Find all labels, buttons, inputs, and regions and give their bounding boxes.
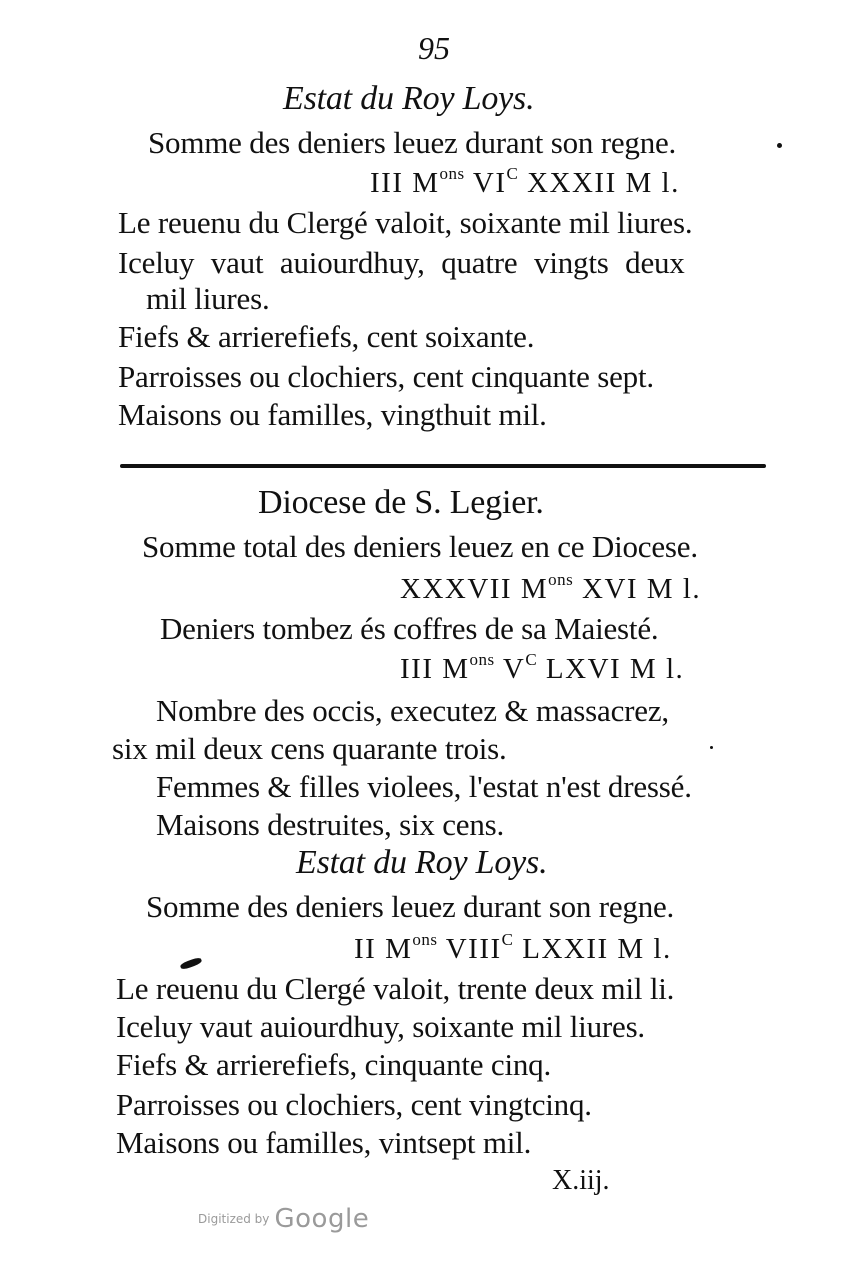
section2-line-sum: Somme total des deniers leuez en ce Diocese.: [142, 529, 698, 564]
section2-heading: Diocese de S. Legier.: [258, 484, 544, 521]
section2-line-women: Femmes & filles violees, l'estat n'est dressé.: [156, 769, 692, 804]
section3-line-houses: Maisons ou familles, vintsept mil.: [116, 1125, 532, 1160]
section2-amount-coffers: III $M^{ons}$ $V^C$ LXVI M l.: [400, 650, 685, 685]
digitization-watermark: [198, 1204, 369, 1234]
section2-amount-total: XXXVII $M^{ons}$ XVI M l.: [400, 570, 702, 605]
ink-blot: [179, 956, 202, 970]
section1-line-parishes: Parroisses ou clochiers, cent cinquante sept.: [118, 359, 654, 394]
signature-mark: X.iij.: [552, 1165, 610, 1196]
watermark-prefix: Digitized by: [198, 1212, 270, 1226]
section3-line-parishes: Parroisses ou clochiers, cent vingtcinq.: [116, 1087, 592, 1122]
section2-line-destroyed: Maisons destruites, six cens.: [156, 807, 505, 842]
section-divider: [120, 464, 766, 468]
section3-line-sum: Somme des deniers leuez durant son regne.: [146, 889, 675, 924]
section1-heading: Estat du Roy Loys.: [283, 80, 535, 117]
section3-line-today: Iceluy vaut auiourdhuy, soixante mil liures.: [116, 1009, 645, 1044]
section1-line-houses: Maisons ou familles, vingthuit mil.: [118, 397, 547, 432]
section2-line-coffers: Deniers tombez és coffres de sa Maiesté.: [160, 611, 659, 646]
section3-amount: II $M^{ons}$ $VIII^C$ LXXII M l.: [354, 930, 672, 965]
section1-line-sum: Somme des deniers leuez durant son regne.: [148, 125, 677, 160]
section2-line-killed: Nombre des occis, executez & massacrez,: [156, 693, 669, 728]
google-logo: Google: [274, 1204, 370, 1234]
section3-heading: Estat du Roy Loys.: [296, 844, 548, 881]
section2-line-killed-count: six mil deux cens quarante trois.: [112, 731, 507, 766]
section1-line-clergy: Le reuenu du Clergé valoit, soixante mil liures.: [118, 205, 693, 240]
section1-line-fiefs: Fiefs & arrierefiefs, cent soixante.: [118, 319, 535, 354]
section1-amount: III $M^{ons}$ $VI^C$ XXXII M l.: [370, 164, 680, 199]
section3-line-clergy: Le reuenu du Clergé valoit, trente deux mil li.: [116, 971, 675, 1006]
section3-line-fiefs: Fiefs & arrierefiefs, cinquante cinq.: [116, 1047, 552, 1082]
section1-line-today: Iceluy vaut auiourdhuy, quatre vingts deux: [118, 245, 685, 280]
scan-speck: [710, 746, 713, 749]
scan-speck: [777, 143, 782, 148]
page-number: 95: [418, 30, 450, 66]
section1-line-today-cont: mil liures.: [146, 281, 270, 316]
